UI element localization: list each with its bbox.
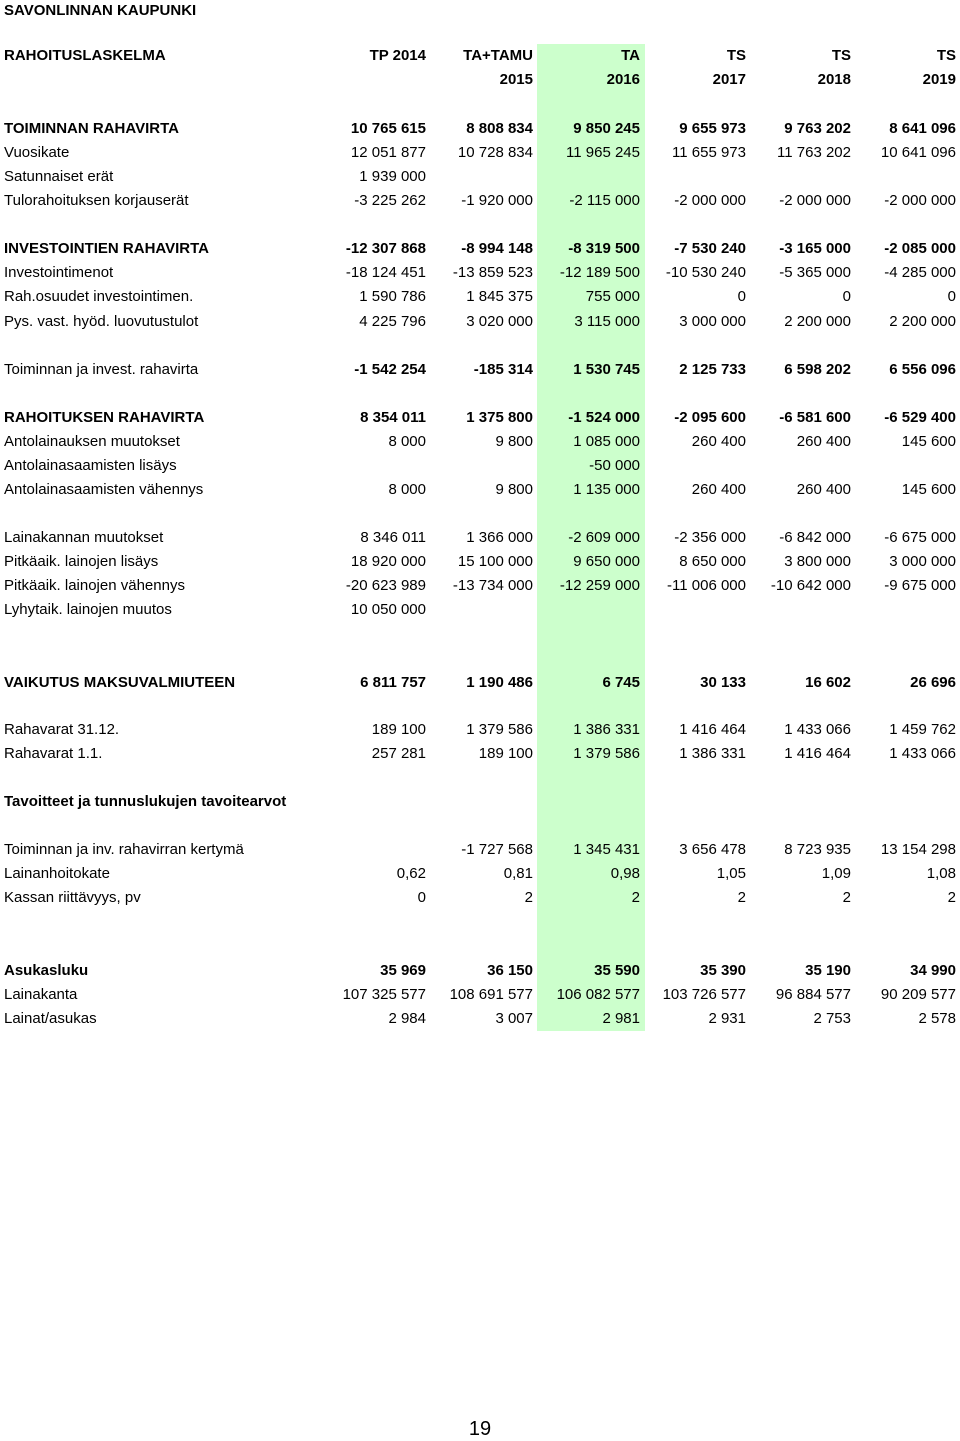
row-value: 2018 <box>817 71 851 88</box>
row-value: -9 675 000 <box>884 577 956 594</box>
row-value: 3 000 000 <box>889 553 956 570</box>
row-label: Rahavarat 1.1. <box>4 745 103 762</box>
row-value: 2 200 000 <box>784 313 851 330</box>
row-value: 8 346 011 <box>360 529 426 546</box>
row-value: 2 200 000 <box>889 313 956 330</box>
row-value: 2 <box>842 889 851 906</box>
row-value: 9 763 202 <box>784 120 851 137</box>
row-value: -2 115 000 <box>569 192 640 209</box>
row-value: 35 190 <box>805 962 851 979</box>
row-value: 11 763 202 <box>777 144 851 161</box>
row-label: Kassan riittävyys, pv <box>4 889 141 906</box>
row-value: -8 319 500 <box>568 240 640 257</box>
row-label: Toiminnan ja invest. rahavirta <box>4 361 199 378</box>
row-value: -10 642 000 <box>770 577 851 594</box>
row-value: 2 981 <box>602 1010 640 1027</box>
row-value: 1 590 786 <box>359 288 426 305</box>
row-value: TS <box>726 47 746 64</box>
row-value: -185 314 <box>473 361 533 378</box>
row-value: 9 800 <box>495 481 533 498</box>
page-number: 19 <box>468 1418 492 1440</box>
row-value: -5 365 000 <box>779 264 851 281</box>
row-value: -2 095 600 <box>674 409 746 426</box>
row-value: 2015 <box>499 71 533 88</box>
row-value: 6 598 202 <box>784 361 851 378</box>
row-value: -6 581 600 <box>779 409 851 426</box>
row-value: 4 225 796 <box>359 313 426 330</box>
row-value: 1,05 <box>716 865 746 882</box>
row-value: 2 984 <box>388 1010 426 1027</box>
row-value: 35 969 <box>380 962 426 979</box>
row-value: 260 400 <box>691 433 746 450</box>
row-value: 1 530 745 <box>573 361 640 378</box>
row-value: 2016 <box>606 71 640 88</box>
row-value: TA+TAMU <box>463 47 533 64</box>
row-value: 0 <box>842 288 851 305</box>
row-value: 2 <box>947 889 956 906</box>
row-value: 11 965 245 <box>566 144 640 161</box>
table-row <box>0 261 960 285</box>
row-value: 260 400 <box>796 481 851 498</box>
row-value: 1,09 <box>821 865 851 882</box>
row-value: 3 800 000 <box>784 553 851 570</box>
row-value: -2 000 000 <box>884 192 956 209</box>
row-value: 8 723 935 <box>784 841 851 858</box>
row-value: 35 590 <box>594 962 640 979</box>
row-value: TP 2014 <box>369 47 426 64</box>
row-label: Pitkäaik. lainojen vähennys <box>4 577 185 594</box>
row-value: 1 416 464 <box>679 721 746 738</box>
row-label: Pitkäaik. lainojen lisäys <box>4 553 159 570</box>
row-value: 13 154 298 <box>880 841 956 858</box>
row-value: 8 354 011 <box>360 409 426 426</box>
table-row <box>0 68 960 92</box>
row-value: 1 386 331 <box>573 721 640 738</box>
row-value: 189 100 <box>478 745 533 762</box>
row-value: 107 325 577 <box>342 986 426 1003</box>
row-value: 0 <box>417 889 426 906</box>
row-value: 145 600 <box>901 481 956 498</box>
row-value: 103 726 577 <box>662 986 746 1003</box>
row-value: 108 691 577 <box>449 986 533 1003</box>
row-value: 9 800 <box>495 433 533 450</box>
table-row <box>0 165 960 189</box>
row-label: Vuosikate <box>4 144 70 161</box>
row-label: VAIKUTUS MAKSUVALMIUTEEN <box>4 674 236 691</box>
row-value: 8 641 096 <box>889 120 956 137</box>
row-value: 15 100 000 <box>457 553 533 570</box>
row-value: 0 <box>737 288 746 305</box>
row-value: 6 556 096 <box>889 361 956 378</box>
table-row <box>0 406 960 430</box>
row-value: 145 600 <box>901 433 956 450</box>
table-row <box>0 959 960 983</box>
row-value: 10 050 000 <box>350 601 426 618</box>
row-label: Lainakannan muutokset <box>4 529 164 546</box>
row-label: Pys. vast. hyöd. luovutustulot <box>4 313 199 330</box>
row-value: 1 190 486 <box>466 674 533 691</box>
table-row <box>0 237 960 261</box>
row-value: 1 135 000 <box>573 481 640 498</box>
row-value: TA <box>621 47 640 64</box>
row-value: 1 375 800 <box>466 409 533 426</box>
row-value: -11 006 000 <box>667 577 746 594</box>
row-value: -4 285 000 <box>884 264 956 281</box>
row-value: 3 656 478 <box>679 841 746 858</box>
table-row <box>0 526 960 550</box>
row-value: 1 845 375 <box>466 288 533 305</box>
row-value: -3 165 000 <box>779 240 851 257</box>
row-label: Lainanhoitokate <box>4 865 110 882</box>
row-value: 30 133 <box>700 674 746 691</box>
table-row <box>0 862 960 886</box>
row-value: 2 753 <box>813 1010 851 1027</box>
row-value: 8 000 <box>388 481 426 498</box>
table-row <box>0 44 960 68</box>
row-value: 1 379 586 <box>466 721 533 738</box>
row-value: 1,08 <box>926 865 956 882</box>
row-label: Lainakanta <box>4 986 78 1003</box>
row-value: 1 386 331 <box>679 745 746 762</box>
table-row <box>0 358 960 382</box>
row-value: -1 524 000 <box>568 409 640 426</box>
table-row <box>0 189 960 213</box>
table-row <box>0 838 960 862</box>
row-value: 1 433 066 <box>784 721 851 738</box>
row-label: Tulorahoituksen korjauserät <box>4 192 189 209</box>
row-value: 8 000 <box>388 433 426 450</box>
row-value: 9 850 245 <box>573 120 640 137</box>
row-value: 1 366 000 <box>466 529 533 546</box>
row-value: 36 150 <box>487 962 533 979</box>
row-value: -3 225 262 <box>354 192 426 209</box>
table-row <box>0 310 960 334</box>
row-value: -12 307 868 <box>345 240 426 257</box>
row-value: 90 209 577 <box>880 986 956 1003</box>
row-value: 9 650 000 <box>573 553 640 570</box>
row-value: 189 100 <box>371 721 426 738</box>
row-value: 2 931 <box>708 1010 746 1027</box>
row-value: 96 884 577 <box>775 986 851 1003</box>
row-value: 260 400 <box>691 481 746 498</box>
row-value: 8 650 000 <box>679 553 746 570</box>
row-value: 10 641 096 <box>880 144 956 161</box>
row-label: Rahavarat 31.12. <box>4 721 120 738</box>
row-label: Asukasluku <box>4 962 89 979</box>
table-row <box>0 285 960 309</box>
row-value: -10 530 240 <box>665 264 746 281</box>
row-value: -8 994 148 <box>461 240 533 257</box>
row-value: 260 400 <box>796 433 851 450</box>
row-value: 0 <box>947 288 956 305</box>
row-value: 1 416 464 <box>784 745 851 762</box>
row-value: -2 609 000 <box>568 529 640 546</box>
row-value: 1 345 431 <box>573 841 640 858</box>
table-row <box>0 886 960 910</box>
row-label: Investointimenot <box>4 264 114 281</box>
row-value: -18 124 451 <box>345 264 426 281</box>
row-label: Rah.osuudet investointimen. <box>4 288 194 305</box>
table-row <box>0 1007 960 1031</box>
row-value: -2 000 000 <box>674 192 746 209</box>
row-label: RAHOITUSLASKELMA <box>4 47 166 64</box>
row-value: 0,98 <box>610 865 640 882</box>
table-row <box>0 454 960 478</box>
row-value: 12 051 877 <box>350 144 426 161</box>
row-value: 10 765 615 <box>350 120 426 137</box>
table-row <box>0 141 960 165</box>
row-label: INVESTOINTIEN RAHAVIRTA <box>4 240 210 257</box>
table-row <box>0 983 960 1007</box>
row-value: TS <box>936 47 956 64</box>
row-value: 35 390 <box>700 962 746 979</box>
row-value: -6 529 400 <box>884 409 956 426</box>
table-row <box>0 117 960 141</box>
row-value: -13 859 523 <box>452 264 533 281</box>
row-value: 26 696 <box>910 674 956 691</box>
row-label: TOIMINNAN RAHAVIRTA <box>4 120 179 137</box>
row-value: 755 000 <box>585 288 640 305</box>
row-value: 1 939 000 <box>359 168 426 185</box>
row-value: 2019 <box>922 71 956 88</box>
row-value: -6 842 000 <box>779 529 851 546</box>
row-value: 0,62 <box>396 865 426 882</box>
row-value: -6 675 000 <box>884 529 956 546</box>
row-value: 2 <box>631 889 640 906</box>
row-value: -20 623 989 <box>345 577 426 594</box>
table-row <box>0 598 960 622</box>
row-label: Antolainauksen muutokset <box>4 433 180 450</box>
row-value: -1 727 568 <box>461 841 533 858</box>
row-value: 3 020 000 <box>466 313 533 330</box>
row-value: 257 281 <box>371 745 426 762</box>
table-row <box>0 790 960 814</box>
row-value: 106 082 577 <box>556 986 640 1003</box>
row-value: -2 356 000 <box>674 529 746 546</box>
table-row <box>0 574 960 598</box>
table-row <box>0 550 960 574</box>
row-value: -50 000 <box>589 457 640 474</box>
row-value: 1 379 586 <box>573 745 640 762</box>
row-label: RAHOITUKSEN RAHAVIRTA <box>4 409 205 426</box>
table-row <box>0 718 960 742</box>
row-value: -12 189 500 <box>559 264 640 281</box>
row-value: 11 655 973 <box>672 144 746 161</box>
row-value: -2 000 000 <box>779 192 851 209</box>
row-value: -12 259 000 <box>559 577 640 594</box>
row-label: Antolainasaamisten vähennys <box>4 481 204 498</box>
row-value: 3 007 <box>495 1010 533 1027</box>
row-value: 16 602 <box>805 674 851 691</box>
row-label: Tavoitteet ja tunnuslukujen tavoitearvot <box>4 793 287 810</box>
row-value: 6 811 757 <box>360 674 426 691</box>
row-label: Lainat/asukas <box>4 1010 97 1027</box>
row-value: 2 <box>524 889 533 906</box>
row-value: 9 655 973 <box>679 120 746 137</box>
row-value: -1 920 000 <box>461 192 533 209</box>
row-value: 10 728 834 <box>457 144 533 161</box>
row-value: 2 <box>737 889 746 906</box>
row-value: 2 578 <box>918 1010 956 1027</box>
row-value: 2017 <box>712 71 746 88</box>
table-row <box>0 671 960 695</box>
row-value: 3 000 000 <box>679 313 746 330</box>
row-value: 2 125 733 <box>679 361 746 378</box>
table-row <box>0 430 960 454</box>
row-value: 0,81 <box>503 865 533 882</box>
row-value: 34 990 <box>910 962 956 979</box>
row-label: Lyhytaik. lainojen muutos <box>4 601 172 618</box>
table-row <box>0 478 960 502</box>
row-value: 18 920 000 <box>350 553 426 570</box>
organization-name: SAVONLINNAN KAUPUNKI <box>4 2 197 19</box>
row-value: -13 734 000 <box>452 577 533 594</box>
row-value: -7 530 240 <box>674 240 746 257</box>
row-value: TS <box>831 47 851 64</box>
row-label: Toiminnan ja inv. rahavirran kertymä <box>4 841 244 858</box>
row-value: 1 459 762 <box>889 721 956 738</box>
row-value: -2 085 000 <box>884 240 956 257</box>
row-value: 3 115 000 <box>574 313 640 330</box>
table-row <box>0 742 960 766</box>
row-value: 6 745 <box>602 674 640 691</box>
row-value: 1 433 066 <box>889 745 956 762</box>
row-label: Antolainasaamisten lisäys <box>4 457 177 474</box>
row-value: -1 542 254 <box>354 361 426 378</box>
row-value: 1 085 000 <box>573 433 640 450</box>
row-value: 8 808 834 <box>466 120 533 137</box>
row-label: Satunnaiset erät <box>4 168 114 185</box>
